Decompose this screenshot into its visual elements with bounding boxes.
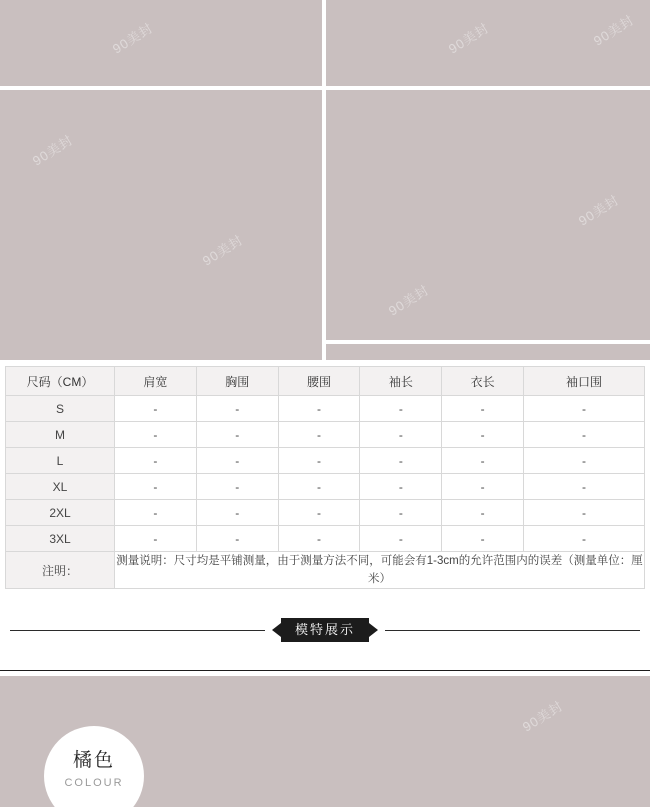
- table-cell: -: [360, 396, 442, 422]
- size-label: M: [6, 422, 115, 448]
- table-cell: -: [442, 396, 524, 422]
- table-header-cell: 袖长: [360, 367, 442, 396]
- size-label: S: [6, 396, 115, 422]
- table-cell: -: [196, 526, 278, 552]
- table-cell: -: [524, 500, 645, 526]
- size-label: XL: [6, 474, 115, 500]
- watermark-text: 90美封: [519, 698, 566, 735]
- table-cell: -: [360, 474, 442, 500]
- table-note-row: [6, 552, 645, 589]
- table-row: [6, 422, 645, 448]
- table-cell: -: [278, 526, 360, 552]
- size-label: L: [6, 448, 115, 474]
- table-cell: -: [524, 526, 645, 552]
- table-cell: -: [278, 474, 360, 500]
- section-banner: [0, 589, 650, 665]
- table-row: [6, 500, 645, 526]
- triangle-right-icon: [369, 623, 378, 637]
- table-cell: -: [196, 422, 278, 448]
- table-cell: -: [360, 422, 442, 448]
- table-header-cell: 腰围: [278, 367, 360, 396]
- table-cell: -: [524, 474, 645, 500]
- table-cell: -: [442, 422, 524, 448]
- table-cell: -: [524, 396, 645, 422]
- banner-center: [272, 618, 378, 642]
- table-cell: -: [115, 396, 197, 422]
- bottom-photo-section: [0, 665, 650, 807]
- table-cell: -: [442, 526, 524, 552]
- table-cell: -: [360, 448, 442, 474]
- model-photo-bottom-right-strip: [326, 344, 650, 360]
- model-photo-top-right: [326, 0, 650, 86]
- table-header-cell: 衣长: [442, 367, 524, 396]
- size-table-section: [0, 360, 650, 589]
- table-cell: -: [442, 448, 524, 474]
- model-photo-top-left: [0, 0, 322, 86]
- watermark-text: 90美封: [590, 12, 637, 49]
- table-cell: -: [278, 396, 360, 422]
- size-label: 3XL: [6, 526, 115, 552]
- table-row: [6, 474, 645, 500]
- table-row: [6, 526, 645, 552]
- watermark-text: 90美封: [385, 282, 432, 319]
- divider-line: [0, 670, 650, 671]
- triangle-left-icon: [272, 623, 281, 637]
- colour-name: 橘色: [72, 750, 115, 771]
- banner-line-right: [385, 630, 640, 631]
- watermark-text: 90美封: [445, 20, 492, 57]
- table-cell: -: [278, 448, 360, 474]
- watermark-text: 90美封: [199, 232, 246, 269]
- photo-collage: [0, 0, 650, 360]
- watermark-text: 90美封: [109, 20, 156, 57]
- table-cell: -: [196, 448, 278, 474]
- size-table: [5, 366, 645, 589]
- table-header-row: [6, 367, 645, 396]
- table-cell: -: [196, 474, 278, 500]
- table-cell: -: [115, 500, 197, 526]
- table-header-cell: 肩宽: [115, 367, 197, 396]
- watermark-text: 90美封: [29, 132, 76, 169]
- table-cell: -: [196, 396, 278, 422]
- banner-label: 模特展示: [281, 618, 369, 642]
- table-row: [6, 396, 645, 422]
- table-row: [6, 448, 645, 474]
- table-cell: -: [442, 474, 524, 500]
- table-cell: -: [442, 500, 524, 526]
- table-cell: -: [115, 526, 197, 552]
- model-photo-bottom-left: [0, 90, 322, 360]
- table-cell: -: [196, 500, 278, 526]
- table-cell: -: [360, 500, 442, 526]
- note-text: 测量说明：尺寸均是平铺测量，由于测量方法不同，可能会有1-3cm的允许范围内的误差（测量单位：厘米）: [115, 552, 645, 589]
- table-header-cell: 尺码（CM）: [6, 367, 115, 396]
- table-cell: -: [115, 474, 197, 500]
- table-cell: -: [115, 448, 197, 474]
- table-header-cell: 胸围: [196, 367, 278, 396]
- size-label: 2XL: [6, 500, 115, 526]
- banner-line-left: [10, 630, 265, 631]
- table-cell: -: [278, 422, 360, 448]
- table-header-cell: 袖口围: [524, 367, 645, 396]
- table-cell: -: [524, 422, 645, 448]
- watermark-text: 90美封: [575, 192, 622, 229]
- note-label: 注明：: [6, 552, 115, 589]
- table-cell: -: [360, 526, 442, 552]
- table-cell: -: [115, 422, 197, 448]
- colour-sub-label: COLOUR: [64, 777, 124, 789]
- table-cell: -: [278, 500, 360, 526]
- model-photo-bottom-right: [326, 90, 650, 340]
- table-cell: -: [524, 448, 645, 474]
